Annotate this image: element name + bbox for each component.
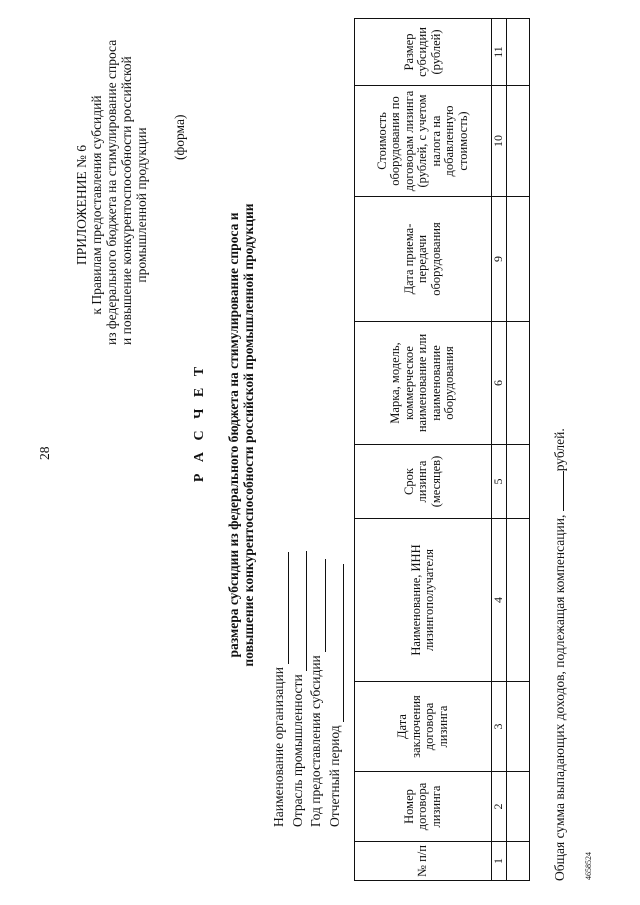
header-cell: № п/п xyxy=(355,842,492,881)
form-label: (форма) xyxy=(172,114,187,160)
header-cell: Дата заключения договора лизинга xyxy=(355,682,492,772)
field-label: Наименование организации xyxy=(271,667,286,827)
table-number-row xyxy=(492,19,507,881)
header-cell: Дата приема-передачи оборудования xyxy=(355,197,492,322)
field-blank[interactable] xyxy=(330,564,344,722)
column-number: 5 xyxy=(492,445,507,519)
appendix-line: к Правилам предоставления субсидий xyxy=(89,95,104,315)
table-row xyxy=(507,19,530,881)
table-cell[interactable] xyxy=(507,682,530,772)
header-cell: Наименование, ИНН лизингополучателя xyxy=(355,519,492,682)
header-cell: Марка, модель, коммерческое наименование или наименование оборудования xyxy=(355,322,492,445)
total-blank[interactable] xyxy=(552,471,564,511)
total-suffix: рублей. xyxy=(552,428,567,472)
column-number: 1 xyxy=(492,842,507,881)
column-number: 2 xyxy=(492,772,507,842)
calculation-table xyxy=(354,18,530,881)
appendix-line: промышленной продукции xyxy=(134,127,149,283)
document-code: 4658524 xyxy=(584,852,593,880)
appendix-block xyxy=(74,39,149,345)
column-number: 4 xyxy=(492,519,507,682)
field-label: Год предоставления субсидии xyxy=(308,655,323,827)
total-line xyxy=(552,428,568,881)
table-cell[interactable] xyxy=(507,86,530,197)
table-cell[interactable] xyxy=(507,842,530,881)
header-cell: Стоимость оборудования по договорам лизинга (рублей, с учетом налога на добавленную стоимость) xyxy=(355,86,492,197)
appendix-line: из федерального бюджета на стимулирование спроса xyxy=(104,39,119,345)
header-cell: Номер договора лизинга xyxy=(355,772,492,842)
total-prefix: Общая сумма выпадающих доходов, подлежащая компенсации, xyxy=(552,514,567,881)
column-number: 6 xyxy=(492,322,507,445)
table-cell[interactable] xyxy=(507,322,530,445)
field-period xyxy=(326,551,345,827)
field-organization xyxy=(270,551,289,827)
table-cell[interactable] xyxy=(507,19,530,86)
table-cell[interactable] xyxy=(507,197,530,322)
table-cell[interactable] xyxy=(507,519,530,682)
field-year xyxy=(307,551,326,827)
page-number: 28 xyxy=(37,446,52,460)
field-blank[interactable] xyxy=(312,559,326,652)
appendix-line: и повышение конкурентоспособности российской xyxy=(119,56,134,345)
header-cell: Размер субсидии (рублей) xyxy=(355,19,492,86)
column-number: 9 xyxy=(492,197,507,322)
subtitle-line: размера субсидии из федерального бюджета на стимулирование спроса и xyxy=(226,212,241,658)
field-label: Отчетный период xyxy=(326,725,342,827)
field-blank[interactable] xyxy=(293,551,307,671)
appendix-title: ПРИЛОЖЕНИЕ № 6 xyxy=(74,144,89,266)
column-number: 3 xyxy=(492,682,507,772)
table-cell[interactable] xyxy=(507,445,530,519)
column-number: 10 xyxy=(492,86,507,197)
table-header-row xyxy=(355,19,492,881)
subtitle-line: повышение конкурентоспособности российской промышленной продукции xyxy=(241,203,256,667)
field-label: Отрасль промышленности xyxy=(289,674,305,827)
form-fields xyxy=(270,551,344,827)
column-number: 11 xyxy=(492,19,507,86)
table-cell[interactable] xyxy=(507,772,530,842)
document-subtitle xyxy=(226,165,256,705)
document-title: Р А С Ч Е Т xyxy=(192,362,207,483)
field-blank[interactable] xyxy=(275,552,289,664)
header-cell: Срок лизинга (месяцев) xyxy=(355,445,492,519)
field-industry xyxy=(289,551,308,827)
